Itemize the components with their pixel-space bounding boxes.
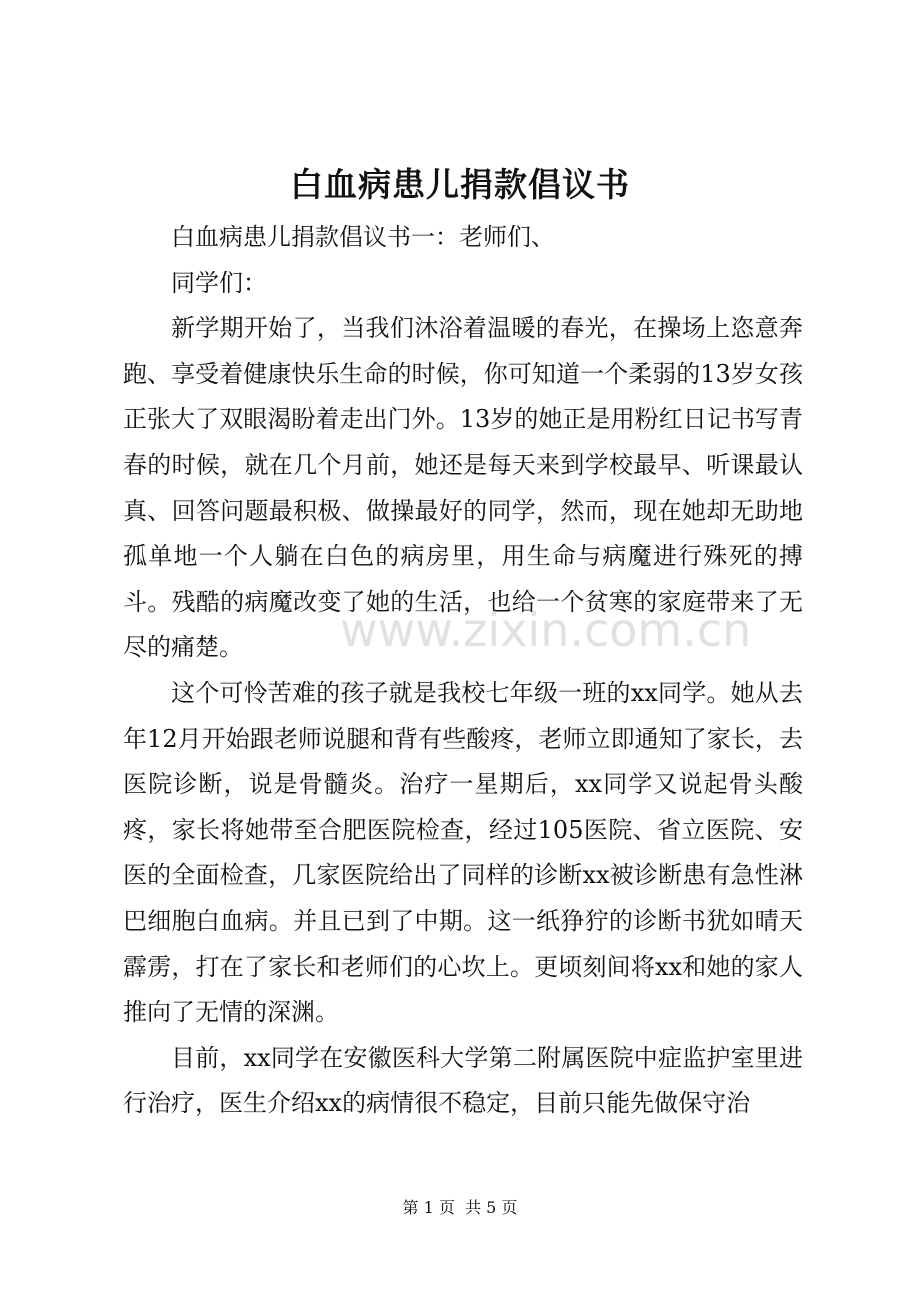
paragraph-intro: 新学期开始了，当我们沐浴着温暖的春光，在操场上恣意奔跑、享受着健康快乐生命的时候，你可知道一个柔弱的13岁女孩正张大了双眼渴盼着走出门外。13岁的她正是用粉红日记书写青春的时候，就在几个月前，她还是每天来到学校最早、听课最认真、回答问题最积极、做操最好的同学，然而，现在她却无助地孤单地一个人躺在白色的病房里，用生命与病魔进行殊死的搏斗。残酷的病魔改变了她的生活，也给一个贫寒的家庭带来了无尽的痛楚。 [123, 314, 803, 662]
paragraph-treatment: 目前，xx同学在安徽医科大学第二附属医院中症监护室里进行治疗，医生介绍xx的病情很不稳定，目前只能先做保守治 [123, 1043, 803, 1118]
page-number: 第 1 页 [402, 1198, 455, 1217]
document-title: 白血病患儿捐款倡议书 [290, 165, 630, 204]
paragraph-story: 这个可怜苦难的孩子就是我校七年级一班的xx同学。她从去年12月开始跟老师说腿和背有些酸疼，老师立即通知了家长，去医院诊断，说是骨髓炎。治疗一星期后，xx同学又说起骨头酸疼，家长将她带至合肥医院检查，经过105医院、省立医院、安医的全面检查，几家医院给出了同样的诊断xx被诊断患有急性淋巴细胞白血病。并且已到了中期。这一纸狰狞的诊断书犹如晴天霹雳，打在了家长和老师们的心坎上。更顷刻间将xx和她的家人推向了无情的深渊。 [123, 678, 803, 1027]
page-total: 共 5 页 [465, 1198, 518, 1217]
page-footer [0, 1196, 920, 1220]
watermark: www.zixin.com.cn [340, 603, 752, 657]
document-body [123, 215, 803, 1127]
paragraph-salutation: 白血病患儿捐款倡议书一：老师们、 [171, 223, 555, 251]
paragraph-salutation-continued: 同学们： [171, 268, 267, 297]
footer-spacer [455, 1198, 465, 1217]
